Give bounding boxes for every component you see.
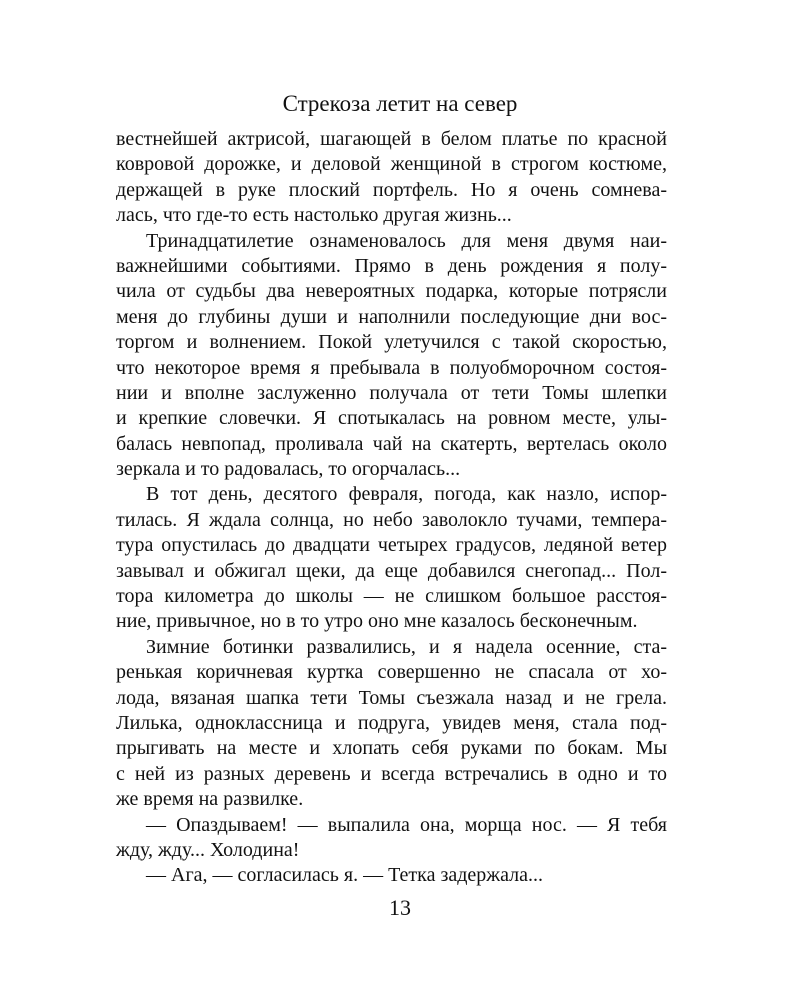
text-line: держащей в руке плоский портфель. Но я очень сомнева-	[116, 178, 667, 201]
text-line: тура опустилась до двадцати четырех градусов, ледяной ветер	[116, 534, 667, 557]
text-line: что некоторое время я пребывала в полуобморочном состоя-	[116, 356, 667, 379]
text-line: с ней из разных деревень и всегда встречались в одно и то	[116, 762, 667, 785]
body-text	[116, 127, 667, 889]
text-line: жду, жду... Холодина!	[116, 838, 300, 861]
text-line: прыгивать на месте и хлопать себя руками по бокам. Мы	[116, 737, 667, 760]
text-line: меня до глубины души и наполнили последующие дни вос-	[116, 305, 667, 328]
text-line: лода, вязаная шапка тети Томы съезжала назад и не грела.	[116, 686, 667, 709]
text-line: зеркала и то радовалась, то огорчалась...	[116, 458, 461, 481]
text-line: В тот день, десятого февраля, погода, как назло, испор-	[146, 483, 667, 506]
text-line: Тринадцатилетие ознаменовалось для меня двумя наи-	[146, 229, 667, 252]
text-line: нии и вполне заслуженно получала от тети Томы шлепки	[116, 381, 667, 404]
text-line: важнейшими событиями. Прямо в день рождения я полу-	[116, 254, 667, 277]
text-line: ренькая коричневая куртка совершенно не спасала от хо-	[116, 661, 667, 684]
page-number: 13	[389, 895, 411, 920]
text-line: завывал и обжигал щеки, да еще добавился снегопад... Пол-	[116, 559, 667, 582]
text-line: ние, привычное, но в то утро оно мне казалось бесконечным.	[116, 610, 638, 633]
text-line: и крепкие словечки. Я спотыкалась на ровном месте, улы-	[116, 407, 667, 430]
text-line: — Ага, — согласилась я. — Тетка задержала...	[146, 864, 544, 887]
text-line: тора километра до школы — не слишком большое расстоя-	[116, 585, 667, 608]
text-line: лась, что где-то есть настолько другая жизнь...	[116, 204, 512, 227]
text-line: чила от судьбы два невероятных подарка, которые потрясли	[116, 280, 667, 303]
text-line: Зимние ботинки развалились, и я надела осенние, ста-	[146, 635, 667, 658]
text-line: же время на развилке.	[116, 788, 304, 811]
text-line: тилась. Я ждала солнца, но небо заволокло тучами, темпера-	[116, 508, 667, 531]
running-header: Стрекоза летит на север	[282, 91, 518, 116]
text-line: торгом и волнением. Покой улетучился с такой скоростью,	[116, 331, 667, 354]
text-line: вестнейшей актрисой, шагающей в белом платье по красной	[116, 128, 667, 150]
text-line: ковровой дорожке, и деловой женщиной в строгом костюме,	[116, 153, 667, 176]
text-line: балась невпопад, проливала чай на скатерть, вертелась около	[116, 432, 667, 455]
text-line: — Опаздываем! — выпалила она, морща нос. — Я тебя	[146, 813, 667, 836]
text-line: Лилька, одноклассница и подруга, увидев меня, стала под-	[116, 711, 667, 734]
